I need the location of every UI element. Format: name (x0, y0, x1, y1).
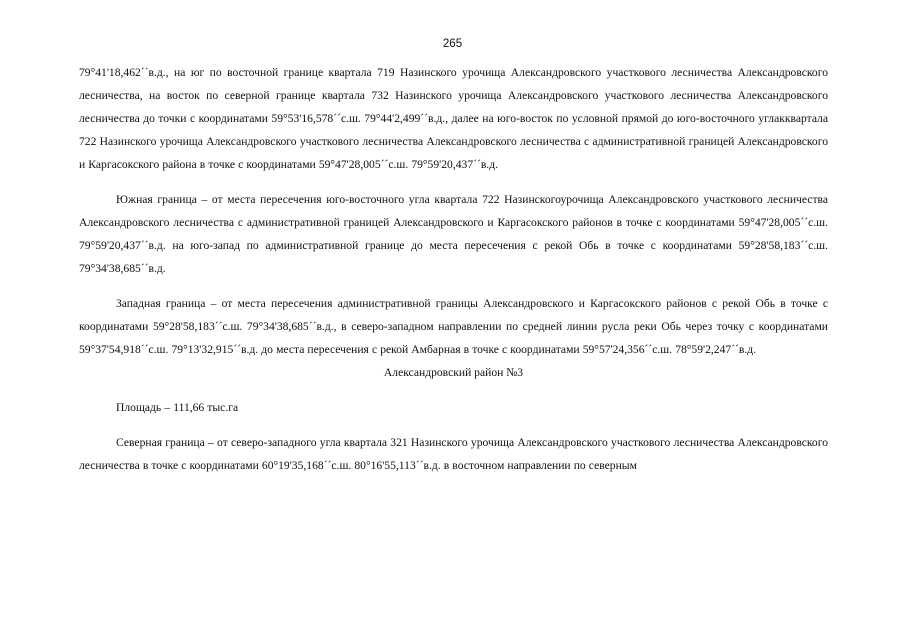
document-body (79, 61, 828, 477)
paragraph-continuation: 79°41'18,462´´в.д., на юг по восточной границе квартала 719 Назинского урочища Александровского участкового лесничества Александровского лесничества, на восток по северной границе квартала 732 Назинского урочища Александровского участкового лесничества Александровского лесничества до точки с координатами 59°53'16,578´´с.ш. 79°44'2,499´´в.д., далее на юго-восток по условной прямой до юго-восточного углакквартала 722 Назинского урочища Александровского участкового лесничества Александровского лесничества с административной границей Александровского и Каргасокского района в точке с координатами 59°47'28,005´´с.ш. 79°59'20,437´´в.д. (79, 66, 828, 171)
paragraph-north-border: Северная граница – от северо-западного угла квартала 321 Назинского урочища Александровского участкового лесничества Александровского лесничества в точке с координатами 60°19'35,168´´с.ш. 80°16'55,113´´в.д. в восточном направлении по северным (79, 436, 828, 472)
section-title: Александровский район №3 (383, 366, 524, 379)
paragraph-area: Площадь – 111,66 тыс.га (116, 401, 239, 414)
paragraph-west-border: Западная граница – от места пересечения административной границы Александровского и Каргасокского районов с рекой Обь в точке с координатами 59°28'58,183´´с.ш. 79°34'38,685´´в.д., в северо-западном направлении по средней линии русла реки Обь через точку с координатами 59°37'54,918´´с.ш. 79°13'32,915´´в.д. до места пересечения с рекой Амбарная в точке с координатами 59°57'24,356´´с.ш. 78°59'2,247´´в.д. (79, 297, 828, 356)
page-number: 265 (442, 38, 463, 50)
paragraph-south-border: Южная граница – от места пересечения юго-восточного угла квартала 722 Назинскогоурочища Александровского участкового лесничества Александровского лесничества с административной границей Александровского и Каргасокского районов в точке с координатами 59°47'28,005´´с.ш. 79°59'20,437´´в.д. на юго-запад по административной границе до места пересечения с рекой Обь в точке с координатами 59°28'58,183´´с.ш. 79°34'38,685´´в.д. (79, 193, 828, 275)
